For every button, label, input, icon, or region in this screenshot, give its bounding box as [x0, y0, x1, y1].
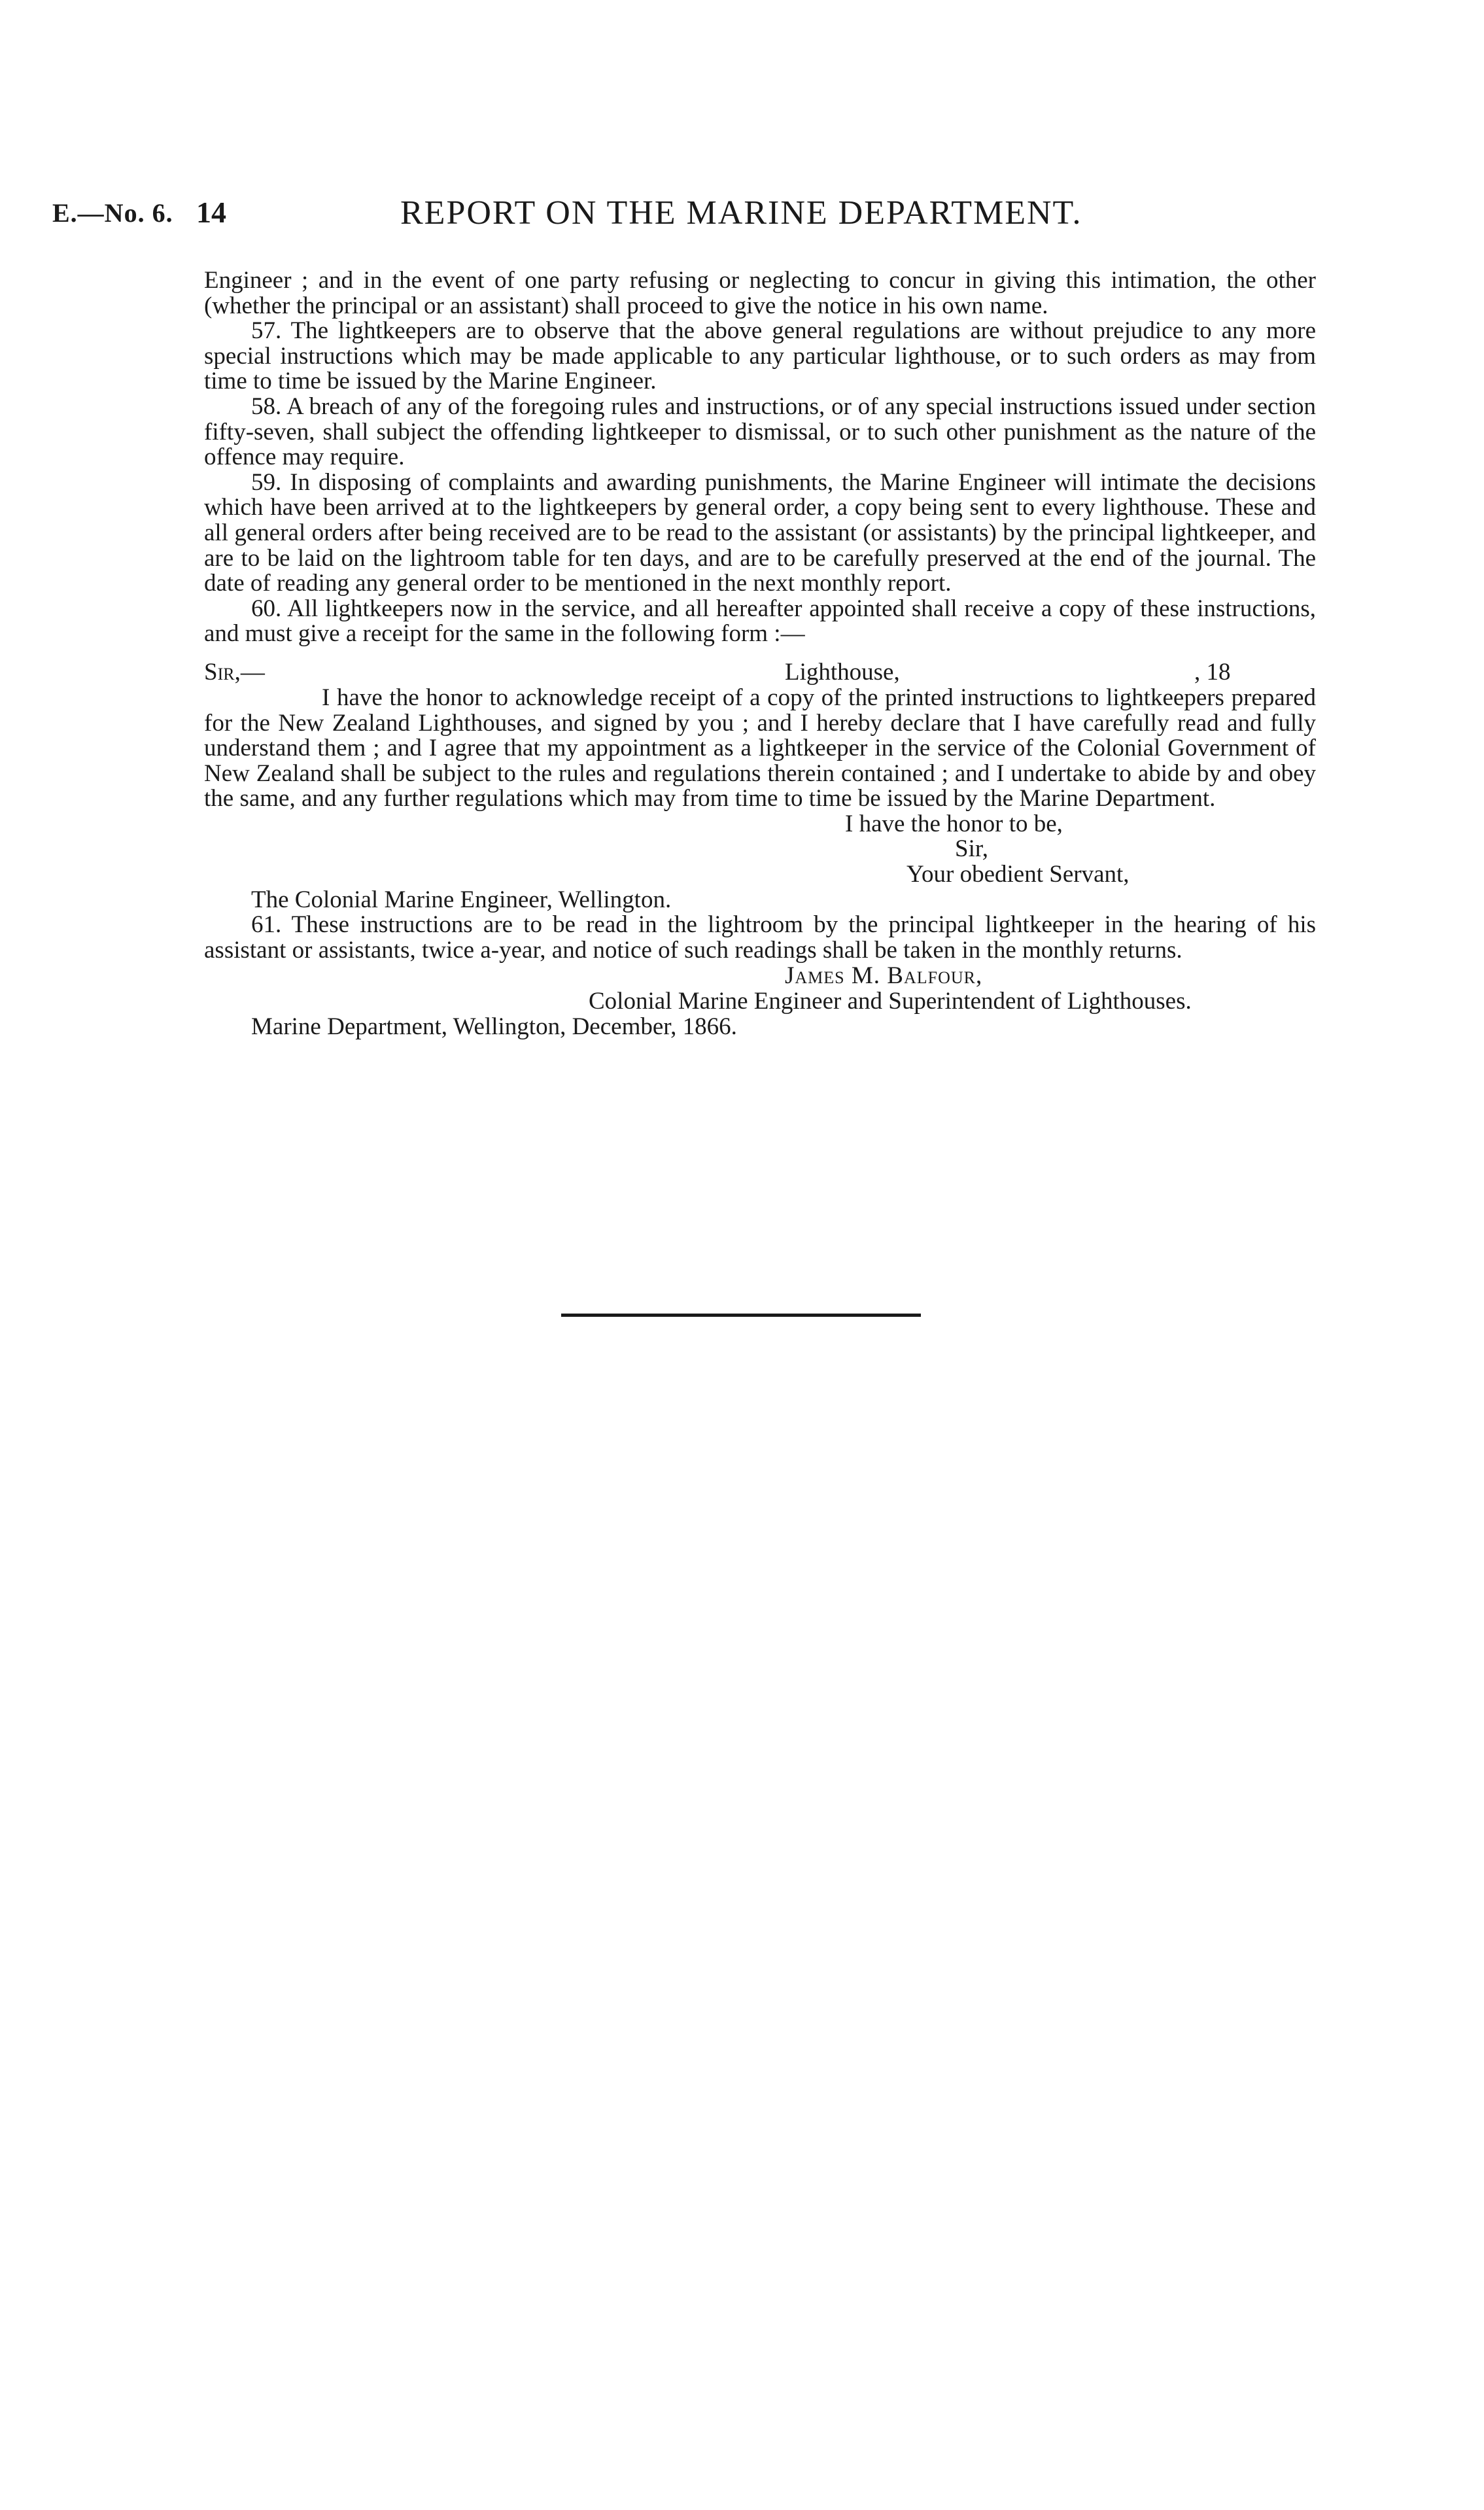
- paragraph-57: 57. The lightkeepers are to observe that the above general regulations are without prejudice to any more special instructions which may be made applicable to any particular lighthouse, or to such orders as may from time to time be issued by the Marine Engineer.: [204, 317, 1316, 395]
- form-salutation: Sir,—: [204, 658, 265, 686]
- page-number: 14: [196, 196, 226, 229]
- closing-rule: [561, 1314, 921, 1317]
- form-closing-line-2: Sir,: [955, 835, 988, 862]
- signature-title: Colonial Marine Engineer and Superintendent of Lighthouses.: [589, 987, 1192, 1015]
- form-closing-line-1: I have the honor to be,: [845, 810, 1063, 837]
- paragraph-60: 60. All lightkeepers now in the service, and all hereafter appointed shall receive a copy of these instructions, and must give a receipt for the same in the following form :—: [204, 595, 1316, 648]
- document-body: [204, 268, 1316, 1040]
- form-salutation-line: [204, 656, 1316, 686]
- paragraph-59: 59. In disposing of complaints and awarding punishments, the Marine Engineer will intimate the decisions which have been arrived at to the lightkeepers by general order, a copy being sent to every lighthouse. These and all general orders after being received are to be read to the assistant (or assistants) by the principal lightkeeper, and are to be laid on the lightroom table for ten days, and are to be carefully preserved at the end of the journal. The date of reading any general order to be mentioned in the next monthly report.: [204, 468, 1316, 597]
- running-title: REPORT ON THE MARINE DEPARTMENT.: [400, 194, 1082, 232]
- signature-name: James M. Balfour,: [785, 962, 983, 989]
- paragraph-58: 58. A breach of any of the foregoing rules and instructions, or of any special instructions issued under section fifty-seven, shall subject the offending lightkeeper to dismissal, or to such other punishment as the nature of the offence may require.: [204, 392, 1316, 471]
- form-closing-line-3: Your obedient Servant,: [906, 860, 1130, 888]
- document-reference: E.—No. 6.: [52, 198, 173, 228]
- signature-place-date: Marine Department, Wellington, December, 1866.: [251, 1013, 737, 1040]
- form-closing: [204, 812, 1316, 888]
- form-body: I have the honor to acknowledge receipt of a copy of the printed instructions to lightkeepers prepared for the New Zealand Lighthouses, and signed by you ; and I hereby declare that I have carefully read and fully understand them ; and I agree that my appointment as a lightkeeper in the service of the Colonial Government of New Zealand shall be subject to the rules and regulations therein contained ; and I undertake to abide by and obey the same, and any further regulations which may from time to time be issued by the Marine Department.: [204, 684, 1316, 812]
- form-lighthouse-label: Lighthouse,: [785, 658, 900, 686]
- signature-block: [204, 964, 1316, 1040]
- form-addressee: The Colonial Marine Engineer, Wellington.: [251, 886, 672, 913]
- paragraph-continuation: Engineer ; and in the event of one party refusing or neglecting to concur in giving this intimation, the other (whether the principal or an assistant) shall proceed to give the notice in his own name.: [204, 267, 1316, 319]
- paragraph-61: 61. These instructions are to be read in the lightroom by the principal lightkeeper in the hearing of his assistant or assistants, twice a-year, and notice of such readings shall be taken in the monthly returns.: [204, 911, 1316, 964]
- form-year-label: , 18: [1194, 658, 1231, 686]
